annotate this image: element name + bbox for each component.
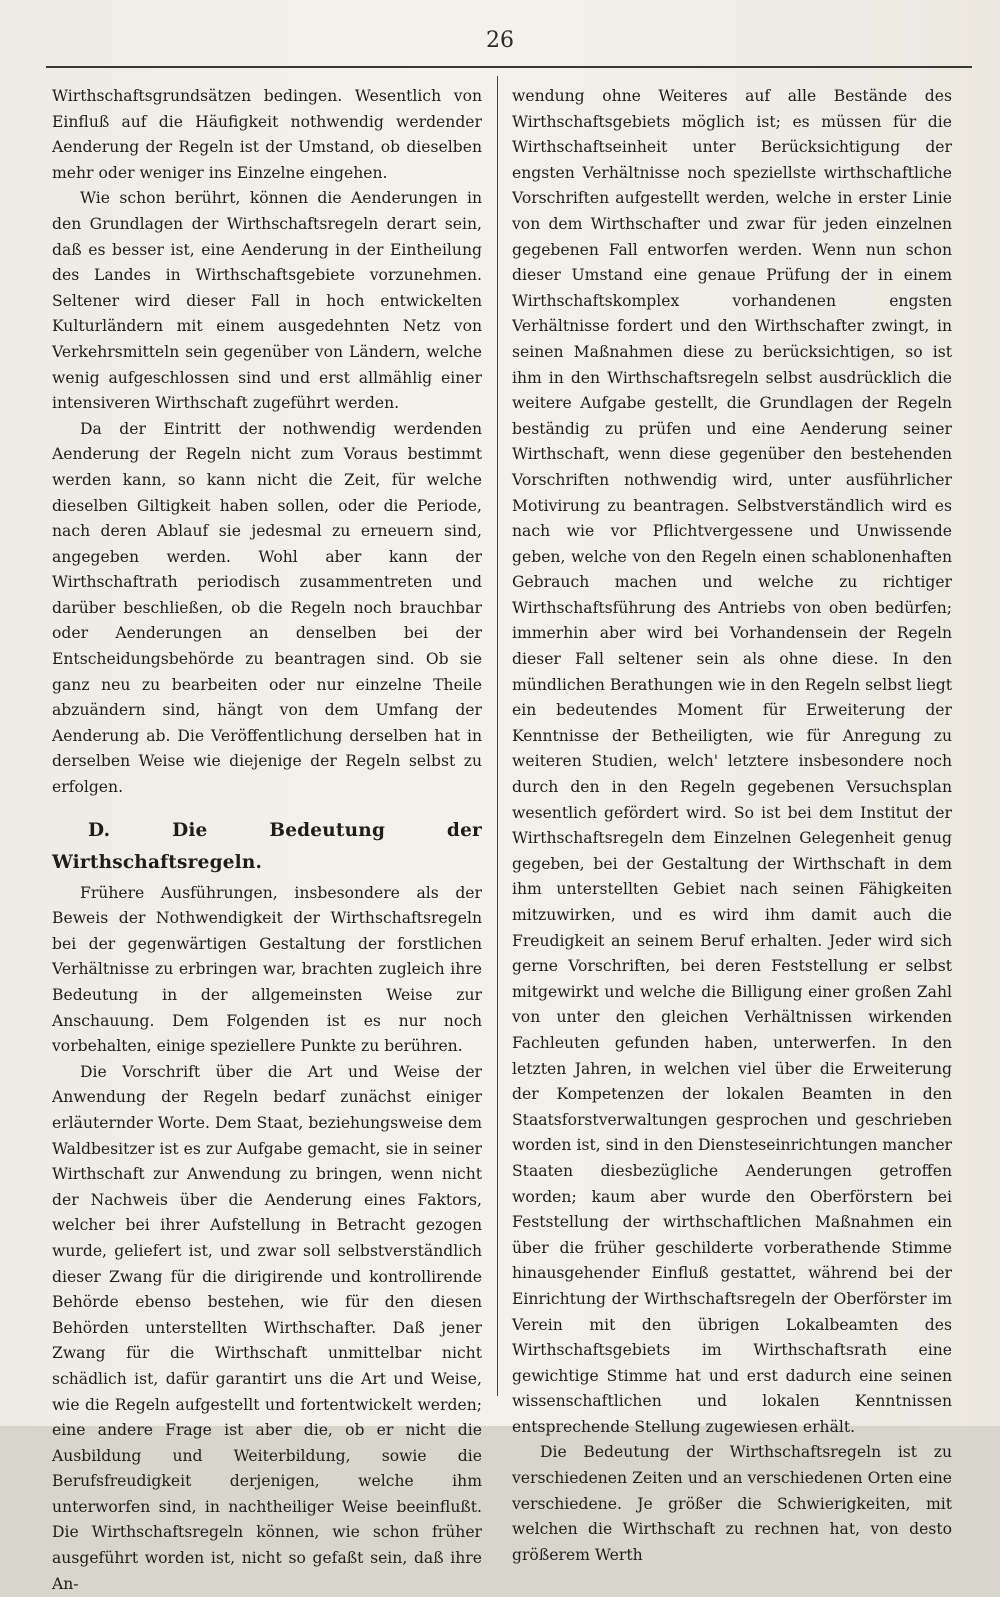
right-column <box>512 84 952 1568</box>
paragraph: Die Vorschrift über die Art und Weise der Anwendung der Regeln bedarf zunächst einiger erläuternder Worte. Dem Staat, beziehungsweise dem Waldbesitzer ist es zur Aufgabe gemacht, sie in seiner Wirthschaft zur Anwendung zu bringen, wenn nicht der Nachweis über die Aenderung eines Faktors, welcher bei ihrer Aufstellung in Betracht gezogen wurde, geliefert ist, und zwar soll selbstverständlich dieser Zwang für die dirigirende und kontrollirende Behörde ebenso bestehen, wie für den diesen Behörden unterstellten Wirthschafter. Daß jener Zwang für die Wirthschaft unmittelbar nicht schädlich ist, dafür garantirt uns die Art und Weise, wie die Regeln aufgestellt und fortentwickelt werden; eine andere Frage ist aber die, ob er nicht die Ausbildung und Weiterbildung, sowie die Berufsfreudigkeit derjenigen, welche ihm unterworfen sind, in nachtheiliger Weise beeinflußt. Die Wirthschaftsregeln können, wie schon früher ausgeführt worden ist, nicht so gefaßt sein, daß ihre An- <box>52 1062 482 1593</box>
paragraph: Frühere Ausführungen, insbesondere als der Beweis der Nothwendigkeit der Wirthschaftsregeln bei der gegenwärtigen Gestaltung der forstlichen Verhältnisse zu erbringen war, brachten zugleich ihre Bedeutung in der allgemeinsten Weise zur Anschauung. Dem Folgenden ist es nur noch vorbehalten, einige speziellere Punkte zu berühren. <box>52 883 482 1056</box>
section-title: Die Bedeutung der Wirthschaftsregeln. <box>52 819 482 873</box>
section-heading <box>52 815 482 879</box>
paragraph: Wirthschaftsgrundsätzen bedingen. Wesentlich von Einfluß auf die Häufigkeit nothwendig werdender Aenderung der Regeln ist der Umstand, ob dieselben mehr oder weniger ins Einzelne eingehen. <box>52 87 482 182</box>
paragraph: Da der Eintritt der nothwendig werdenden Aenderung der Regeln nicht zum Voraus bestimmt werden kann, so kann nicht die Zeit, für welche dieselben Giltigkeit haben sollen, oder die Periode, nach deren Ablauf sie jedesmal zu erneuern sind, angegeben werden. Wohl aber kann der Wirthschaftrath periodisch zusammentreten und darüber beschließen, ob die Regeln noch brauchbar oder Aenderungen an denselben bei der Entscheidungsbehörde zu beantragen sind. Ob sie ganz neu zu bearbeiten oder nur einzelne Theile abzuändern sind, hängt von dem Umfang der Aenderung ab. Die Veröffentlichung derselben hat in derselben Weise wie diejenige der Regeln selbst zu erfolgen. <box>52 419 482 797</box>
paragraph: Wie schon berührt, können die Aenderungen in den Grundlagen der Wirthschaftsregeln derart sein, daß es besser ist, eine Aenderung in der Eintheilung des Landes in Wirthschaftsgebiete vorzunehmen. Seltener wird dieser Fall in hoch entwickelten Kulturländern mit einem ausgedehnten Netz von Verkehrsmitteln sein gegenüber von Ländern, welche wenig aufgeschlossen sind und erst allmählig einer intensiveren Wirthschaft zugeführt werden. <box>52 189 482 413</box>
left-column <box>52 84 482 1597</box>
page-number: 26 <box>486 28 514 53</box>
header-rule <box>46 66 972 68</box>
column-divider <box>497 76 498 1396</box>
paragraph: wendung ohne Weiteres auf alle Bestände des Wirthschaftsgebiets möglich ist; es müssen für die Wirthschaftseinheit unter Berücksichtigung der engsten Verhältnisse noch speziellste wirthschaftliche Vorschriften aufgestellt werden, welche in erster Linie von dem Wirthschafter und zwar für jeden einzelnen gegebenen Fall entworfen werden. Wenn nun schon dieser Umstand eine genaue Prüfung der in einem Wirthschaftskomplex vorhandenen engsten Verhältnisse fordert und den Wirthschafter zwingt, in seinen Maßnahmen diese zu berücksichtigen, so ist ihm in den Wirthschaftsregeln selbst ausdrücklich die weitere Aufgabe gestellt, die Grundlagen der Regeln beständig zu prüfen und eine Aenderung seiner Wirthschaft, wenn diese gegenüber den bestehenden Vorschriften nothwendig wird, unter ausführlicher Motivirung zu beantragen. Selbstverständlich wird es nach wie vor Pflichtvergessene und Unwissende geben, welche von den Regeln einen schablonenhaften Gebrauch machen und welche zu richtiger Wirthschaftsführung des Antriebs von oben bedürfen; immerhin aber wird bei Vorhandensein der Regeln dieser Fall seltener sein als ohne diese. In den mündlichen Berathungen wie in den Regeln selbst liegt ein bedeutendes Moment für Erweiterung der Kenntnisse der Betheiligten, wie für Anregung zu weiteren Studien, welch' letztere insbesondere noch durch den in den Regeln gegebenen Versuchsplan wesentlich gefördert wird. So ist bei dem Institut der Wirthschaftsregeln dem Einzelnen Gelegenheit genug gegeben, bei der Gestaltung der Wirthschaft in dem ihm unterstellten Gebiet nach seinen Fähigkeiten mitzuwirken, und es wird ihm damit auch die Freudigkeit an seinem Beruf erhalten. Jeder wird sich gerne Vorschriften, bei deren Feststellung er selbst mitgewirkt und welche die Billigung einer großen Zahl von unter den gleichen Verhältnissen wirkenden Fachleuten gefunden haben, unterwerfen. In den letzten Jahren, in welchen viel über die Erweiterung der Kompetenzen der lokalen Beamten in den Staatsforstverwaltungen gesprochen und geschrieben worden ist, sind in den Diensteseinrichtungen mancher Staaten diesbezügliche Aenderungen getroffen worden; kaum aber wurde den Oberförstern bei Feststellung der wirthschaftlichen Maßnahmen ein über die früher geschilderte vorberathende Stimme hinausgehender Einfluß gestattet, während bei der Einrichtung der Wirthschaftsregeln der Oberförster im Verein mit den übrigen Lokalbeamten des Wirthschaftsgebiets im Wirthschaftsrath eine gewichtige Stimme hat und erst dadurch eine seinen wissenschaftlichen und lokalen Kenntnissen entsprechende Stellung zugewiesen erhält. <box>512 87 952 1436</box>
paragraph: Die Bedeutung der Wirthschaftsregeln ist zu verschiedenen Zeiten und an verschiedenen Orten eine verschiedene. Je größer die Schwierigkeiten, mit welchen die Wirthschaft zu rechnen hat, von desto größerem Werth <box>512 1443 952 1564</box>
section-letter: D. <box>88 819 111 841</box>
